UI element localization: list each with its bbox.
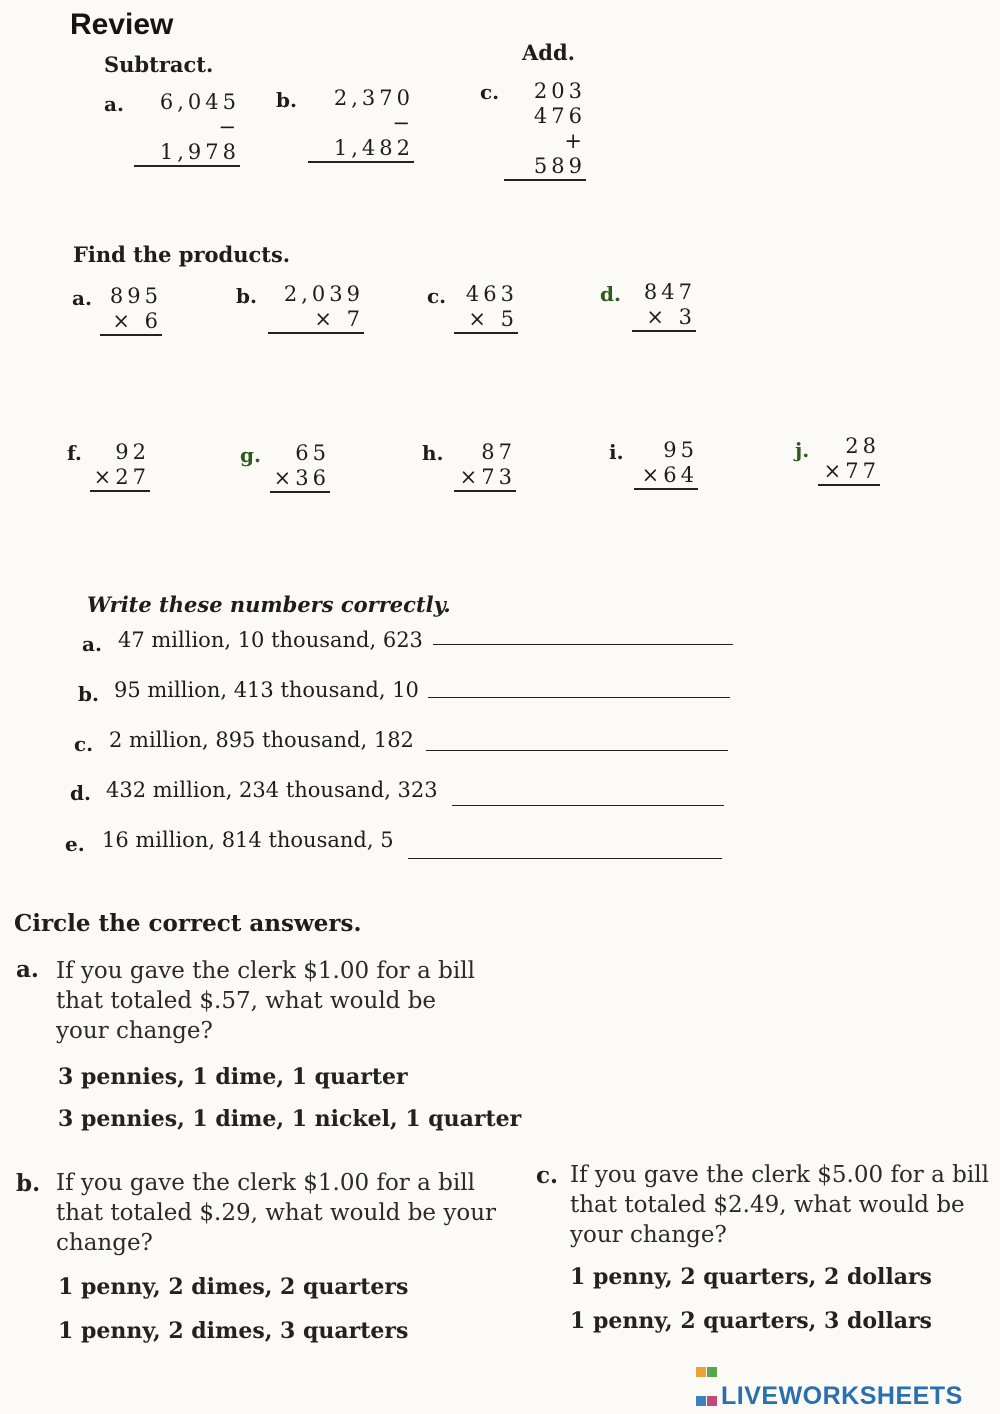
subtract-a-top: 6,045 [159,90,240,114]
add-c-line-2: 476 [533,104,586,128]
add-c-label: c. [480,80,500,104]
product-c-bottom: × 5 [454,307,518,334]
product-g [270,441,330,493]
write-e-text: 16 million, 814 thousand, 5 [102,828,394,852]
product-b-bottom: × 7 [268,307,364,334]
add-c-line-3: + 589 [504,129,586,181]
circle-c-prompt [570,1160,998,1250]
write-c-text: 2 million, 895 thousand, 182 [109,728,414,752]
circle-b-prompt-line-2: that totaled $.29, what would be your [56,1200,496,1226]
subtract-a-problem [134,90,240,167]
product-h [454,440,516,492]
product-c [454,282,518,334]
product-g-bottom: ×36 [270,466,330,493]
product-f-bottom: ×27 [90,465,150,492]
product-d-top: 847 [643,280,696,304]
product-h-bottom: ×73 [454,465,516,492]
liveworksheets-logo-text: LIVEWORKSHEETS [721,1382,963,1410]
circle-c-option-2[interactable]: 1 penny, 2 quarters, 3 dollars [570,1308,932,1334]
circle-a-prompt-line-2: that totaled $.57, what would be [56,988,437,1014]
product-a-label: a. [72,286,92,310]
circle-heading: Circle the correct answers. [14,910,362,937]
liveworksheets-logo [696,1356,963,1411]
product-j-bottom: ×77 [818,459,880,486]
subtract-b-top: 2,370 [333,86,414,110]
product-c-label: c. [427,284,447,308]
circle-a-option-1[interactable]: 3 pennies, 1 dime, 1 quarter [58,1064,408,1090]
circle-c-label: c. [536,1162,559,1189]
write-b-answer-line[interactable] [428,697,730,698]
add-c-problem [504,79,586,181]
page-title: Review [70,8,174,41]
circle-a-option-2[interactable]: 3 pennies, 1 dime, 1 nickel, 1 quarter [58,1106,522,1132]
product-a [100,284,162,336]
product-a-bottom: × 6 [100,309,162,336]
subtract-b-bottom: − 1,482 [308,111,414,163]
write-d-label: d. [70,781,91,805]
product-i-bottom: ×64 [634,463,698,490]
circle-b-label: b. [16,1170,41,1197]
product-f-top: 92 [115,440,150,464]
write-d-text: 432 million, 234 thousand, 323 [106,778,438,802]
product-d [632,280,696,332]
circle-a-label: a. [16,956,39,983]
circle-b-option-1[interactable]: 1 penny, 2 dimes, 2 quarters [58,1274,409,1300]
add-c-line-1: 203 [533,79,586,103]
product-i-top: 95 [663,438,698,462]
subtract-b-label: b. [276,88,297,112]
circle-c-prompt-line-3: your change? [570,1222,727,1248]
circle-a-prompt [56,956,475,1046]
circle-b-prompt-line-1: If you gave the clerk $1.00 for a bill [56,1170,475,1196]
product-j-top: 28 [845,434,880,458]
write-numbers-heading: Write these numbers correctly. [87,592,451,617]
circle-b-prompt [56,1168,496,1258]
write-a-label: a. [82,632,102,656]
product-j [818,434,880,486]
circle-b-prompt-line-3: change? [56,1230,153,1256]
circle-c-option-1[interactable]: 1 penny, 2 quarters, 2 dollars [570,1264,932,1290]
product-f [90,440,150,492]
product-i-label: i. [609,440,624,464]
product-i [634,438,698,490]
add-heading: Add. [522,40,575,65]
circle-c-prompt-line-2: that totaled $2.49, what would be [570,1192,965,1218]
product-b-label: b. [236,284,257,308]
product-f-label: f. [67,441,82,465]
product-d-bottom: × 3 [632,305,696,332]
write-c-answer-line[interactable] [426,750,728,751]
product-g-top: 65 [295,441,330,465]
product-b [268,282,364,334]
products-heading: Find the products. [73,242,291,267]
write-d-answer-line[interactable] [452,805,724,806]
subtract-heading: Subtract. [104,52,214,77]
product-h-top: 87 [481,440,516,464]
product-h-label: h. [422,441,444,465]
circle-b-option-2[interactable]: 1 penny, 2 dimes, 3 quarters [58,1318,409,1344]
product-c-top: 463 [465,282,518,306]
write-c-label: c. [74,732,94,756]
product-j-label: j. [795,438,810,462]
circle-a-prompt-line-1: If you gave the clerk $1.00 for a bill [56,958,475,984]
write-b-text: 95 million, 413 thousand, 10 [114,678,419,702]
product-a-top: 895 [109,284,162,308]
product-d-label: d. [600,282,621,306]
circle-c-prompt-line-1: If you gave the clerk $5.00 for a bill [570,1162,989,1188]
liveworksheets-logo-icon [696,1356,718,1378]
subtract-a-label: a. [104,92,124,116]
subtract-a-bottom: − 1,978 [134,115,240,167]
write-e-answer-line[interactable] [408,858,722,859]
write-b-label: b. [78,682,99,706]
write-a-answer-line[interactable] [433,644,733,645]
write-a-text: 47 million, 10 thousand, 623 [118,628,423,652]
circle-a-prompt-line-3: your change? [56,1018,213,1044]
subtract-b-problem [308,86,414,163]
product-g-label: g. [240,443,261,467]
product-b-top: 2,039 [283,282,364,306]
write-e-label: e. [65,832,85,856]
